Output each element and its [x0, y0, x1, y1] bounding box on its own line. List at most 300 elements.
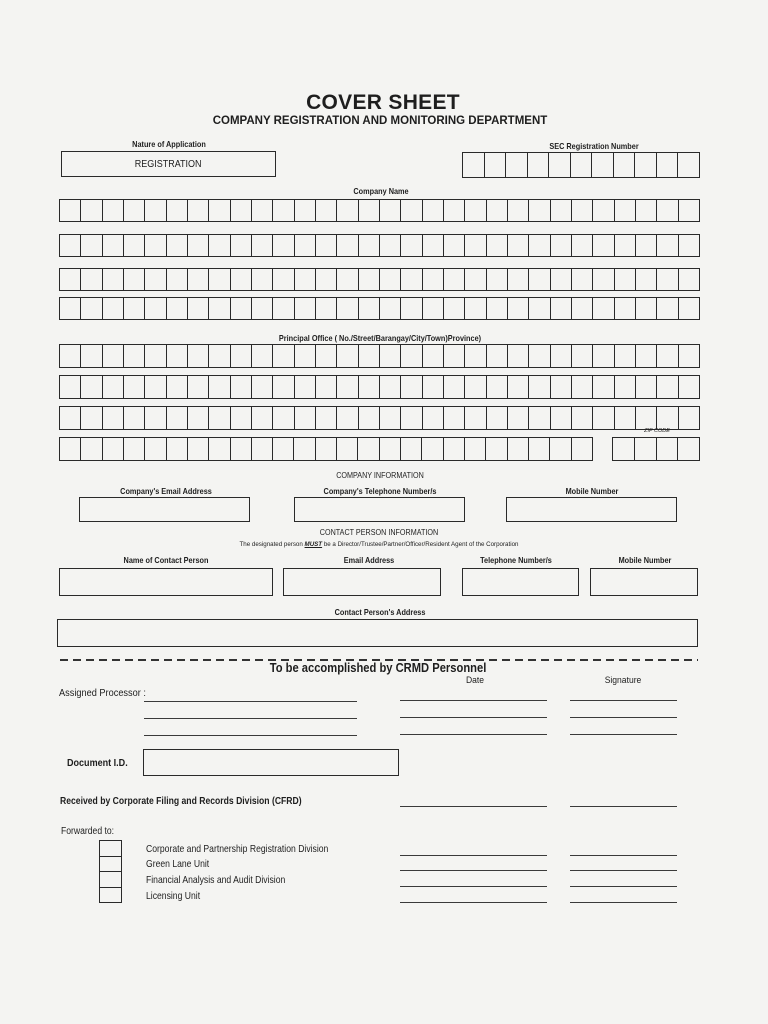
principal-office-cell [81, 437, 102, 461]
principal-office-cell [679, 375, 700, 399]
company-name-cell [81, 268, 102, 291]
principal-office-cell [273, 344, 294, 368]
company-name-cell [444, 234, 465, 257]
company-name-cell [529, 234, 550, 257]
principal-office-cell [423, 375, 444, 399]
company-name-cell [337, 268, 358, 291]
company-name-cell [103, 199, 124, 222]
company-name-cell [444, 268, 465, 291]
sec-number-cell [571, 152, 593, 178]
company-name-cell [657, 199, 678, 222]
principal-office-cell [657, 375, 678, 399]
company-name-cell [551, 268, 572, 291]
forward-signature-line [570, 902, 677, 903]
principal-office-cell [231, 375, 252, 399]
company-name-cell [529, 268, 550, 291]
principal-office-cell [124, 375, 145, 399]
company-name-cell [636, 268, 657, 291]
principal-office-cell [679, 344, 700, 368]
forward-checkbox [99, 857, 122, 873]
company-name-cell [124, 268, 145, 291]
contact-mobile-label: Mobile Number [618, 555, 672, 565]
principal-office-cell [81, 406, 102, 430]
company-name-cell [380, 297, 401, 320]
company-telephone-label: Company's Telephone Number/s [323, 486, 437, 496]
company-name-cell [444, 297, 465, 320]
principal-office-cell [444, 344, 465, 368]
sec-registration-number-grid [462, 152, 700, 178]
forward-signature-line [570, 870, 677, 871]
company-name-cell [529, 199, 550, 222]
company-name-cell [679, 199, 700, 222]
forward-date-line [400, 886, 547, 887]
company-name-cell [316, 268, 337, 291]
company-name-cell [145, 268, 166, 291]
sec-number-cell [485, 152, 507, 178]
principal-office-cell [209, 375, 230, 399]
company-name-cell [167, 268, 188, 291]
principal-office-cell [401, 406, 422, 430]
company-name-cell [81, 199, 102, 222]
company-name-cell [316, 234, 337, 257]
company-name-cell [81, 234, 102, 257]
principal-office-cell [508, 437, 529, 461]
company-name-cell [636, 199, 657, 222]
contact-email-field [283, 568, 441, 596]
company-name-cell [188, 234, 209, 257]
company-name-cell [59, 297, 81, 320]
company-name-row-3 [59, 268, 700, 291]
forward-checkbox [99, 840, 122, 857]
company-name-cell [59, 199, 81, 222]
contact-address-field [57, 619, 698, 647]
principal-office-cell [273, 375, 294, 399]
forwarded-to-label: Forwarded to: [61, 826, 115, 837]
company-name-cell [423, 199, 444, 222]
contact-telephone-label: Telephone Number/s [480, 555, 552, 565]
company-name-cell [593, 199, 614, 222]
principal-office-cell [231, 344, 252, 368]
company-name-cell [444, 199, 465, 222]
sec-number-cell [678, 152, 700, 178]
company-name-cell [679, 297, 700, 320]
zip-code-cell [635, 437, 657, 461]
principal-office-cell [401, 437, 422, 461]
processor-date-line [400, 717, 547, 718]
principal-office-cell [572, 344, 593, 368]
contact-name-label: Name of Contact Person [123, 555, 209, 565]
principal-office-cell [550, 437, 571, 461]
company-name-cell [103, 297, 124, 320]
principal-office-cell [337, 344, 358, 368]
sec-number-cell [635, 152, 657, 178]
principal-office-cell [572, 437, 593, 461]
company-name-cell [423, 297, 444, 320]
principal-office-cell [636, 344, 657, 368]
principal-office-cell [465, 406, 486, 430]
company-name-cell [679, 234, 700, 257]
principal-office-cell [252, 437, 273, 461]
note-suffix: be a Director/Trustee/Partner/Officer/Resident Agent of the Corporation [323, 541, 519, 548]
company-name-cell [337, 297, 358, 320]
company-name-cell [615, 297, 636, 320]
company-name-cell [167, 297, 188, 320]
processor-signature-line [570, 734, 677, 735]
processor-signature-line [570, 717, 677, 718]
principal-office-cell [593, 344, 614, 368]
processor-line [144, 718, 357, 719]
principal-office-cell [657, 344, 678, 368]
principal-office-cell [487, 375, 508, 399]
company-name-row-4 [59, 297, 700, 320]
zip-code-label: ZIP CODE [644, 428, 670, 434]
company-name-cell [59, 268, 81, 291]
principal-office-cell [636, 375, 657, 399]
principal-office-cell [529, 406, 550, 430]
company-name-cell [551, 234, 572, 257]
principal-office-cell [380, 344, 401, 368]
principal-office-row-4 [59, 437, 593, 461]
principal-office-cell [636, 406, 657, 430]
company-name-cell [593, 234, 614, 257]
principal-office-cell [209, 406, 230, 430]
company-name-cell [572, 268, 593, 291]
contact-telephone-field [462, 568, 579, 596]
principal-office-cell [337, 406, 358, 430]
principal-office-cell [359, 406, 380, 430]
principal-office-cell [59, 437, 81, 461]
company-name-cell [81, 297, 102, 320]
principal-office-cell [316, 344, 337, 368]
zip-code-cell [657, 437, 679, 461]
company-name-cell [465, 268, 486, 291]
company-name-cell [679, 268, 700, 291]
company-name-cell [551, 297, 572, 320]
company-name-cell [657, 268, 678, 291]
principal-office-cell [551, 375, 572, 399]
sec-number-cell [462, 152, 485, 178]
principal-office-cell [508, 344, 529, 368]
document-id-label: Document I.D. [67, 757, 128, 769]
forward-checkbox [99, 888, 122, 904]
company-name-cell [209, 234, 230, 257]
company-name-cell [167, 234, 188, 257]
principal-office-cell [59, 406, 81, 430]
principal-office-cell [252, 375, 273, 399]
principal-office-cell [444, 406, 465, 430]
principal-office-cell [337, 437, 358, 461]
principal-office-cell [593, 375, 614, 399]
contact-person-heading: CONTACT PERSON INFORMATION [319, 528, 439, 537]
company-name-cell [657, 234, 678, 257]
principal-office-cell [103, 437, 124, 461]
company-name-cell [145, 234, 166, 257]
company-name-cell [401, 268, 422, 291]
forward-date-line [400, 870, 547, 871]
principal-office-row-3 [59, 406, 700, 430]
company-name-cell [529, 297, 550, 320]
company-name-cell [145, 297, 166, 320]
principal-office-cell [167, 375, 188, 399]
company-name-cell [487, 199, 508, 222]
company-name-cell [295, 268, 316, 291]
company-name-cell [508, 234, 529, 257]
company-name-cell [316, 199, 337, 222]
company-name-cell [593, 268, 614, 291]
principal-office-cell [209, 344, 230, 368]
principal-office-cell [188, 375, 209, 399]
company-name-cell [209, 268, 230, 291]
assigned-processor-label: Assigned Processor : [59, 688, 146, 699]
note-emphasis: MUST [304, 541, 323, 548]
principal-office-cell [231, 437, 252, 461]
principal-office-cell [486, 437, 507, 461]
principal-office-cell [145, 344, 166, 368]
forward-option: Licensing Unit [146, 890, 201, 902]
processor-line [144, 735, 357, 736]
principal-office-cell [358, 437, 379, 461]
principal-office-cell [81, 344, 102, 368]
principal-office-cell [337, 375, 358, 399]
company-name-cell [487, 268, 508, 291]
processor-signature-line [570, 700, 677, 701]
nature-of-application-label: Nature of Application [132, 139, 206, 149]
sec-number-cell [657, 152, 679, 178]
company-name-cell [380, 268, 401, 291]
principal-office-cell [529, 344, 550, 368]
company-name-cell [273, 199, 294, 222]
company-name-cell [551, 199, 572, 222]
principal-office-cell [465, 344, 486, 368]
company-name-label: Company Name [353, 186, 409, 196]
company-name-cell [231, 199, 252, 222]
company-name-cell [401, 199, 422, 222]
principal-office-cell [188, 406, 209, 430]
principal-office-cell [423, 344, 444, 368]
company-name-cell [337, 199, 358, 222]
company-information-heading: COMPANY INFORMATION [336, 471, 424, 480]
company-name-cell [252, 199, 273, 222]
company-name-cell [572, 297, 593, 320]
sec-number-cell [506, 152, 528, 178]
principal-office-cell [103, 344, 124, 368]
principal-office-cell [487, 406, 508, 430]
company-name-cell [465, 297, 486, 320]
company-name-cell [103, 268, 124, 291]
principal-office-cell [615, 406, 636, 430]
principal-office-cell [572, 406, 593, 430]
company-name-cell [124, 234, 145, 257]
company-email-label: Company's Email Address [120, 486, 212, 496]
sec-number-cell [549, 152, 571, 178]
company-name-cell [359, 297, 380, 320]
sec-number-cell [528, 152, 550, 178]
received-by-label: Received by Corporate Filing and Records Division (CFRD) [60, 795, 302, 807]
principal-office-cell [657, 406, 678, 430]
principal-office-cell [124, 437, 145, 461]
company-name-cell [508, 268, 529, 291]
company-name-cell [59, 234, 81, 257]
nature-of-application-value: REGISTRATION [135, 158, 202, 170]
sec-number-cell [592, 152, 614, 178]
nature-of-application-field [61, 151, 276, 177]
company-name-cell [103, 234, 124, 257]
principal-office-cell [167, 344, 188, 368]
principal-office-cell [572, 375, 593, 399]
forward-option: Financial Analysis and Audit Division [146, 874, 286, 886]
principal-office-cell [423, 406, 444, 430]
principal-office-cell [81, 375, 102, 399]
principal-office-cell [615, 344, 636, 368]
company-name-cell [508, 297, 529, 320]
principal-office-cell [316, 437, 337, 461]
company-name-cell [423, 268, 444, 291]
principal-office-cell [444, 375, 465, 399]
company-name-cell [295, 234, 316, 257]
company-name-cell [657, 297, 678, 320]
company-name-cell [231, 297, 252, 320]
principal-office-cell [508, 375, 529, 399]
company-name-cell [295, 297, 316, 320]
principal-office-cell [487, 344, 508, 368]
principal-office-cell [316, 375, 337, 399]
forward-option: Green Lane Unit [146, 858, 210, 870]
principal-office-cell [295, 375, 316, 399]
company-name-cell [252, 234, 273, 257]
principal-office-cell [359, 375, 380, 399]
principal-office-cell [444, 437, 465, 461]
page-title: COVER SHEET [306, 91, 460, 114]
company-name-cell [231, 268, 252, 291]
received-date-line [400, 806, 547, 807]
forward-option: Corporate and Partnership Registration Division [146, 843, 329, 855]
contact-person-note [240, 542, 519, 548]
sec-registration-number-label: SEC Registration Number [549, 141, 639, 151]
principal-office-cell [551, 406, 572, 430]
principal-office-cell [103, 375, 124, 399]
company-name-cell [615, 268, 636, 291]
forward-checkbox [99, 872, 122, 888]
company-name-cell [615, 234, 636, 257]
principal-office-cell [59, 375, 81, 399]
contact-mobile-field [590, 568, 698, 596]
received-signature-line [570, 806, 677, 807]
company-name-cell [252, 268, 273, 291]
document-id-field [143, 749, 399, 776]
zip-code-cell [678, 437, 700, 461]
principal-office-cell [593, 406, 614, 430]
principal-office-cell [124, 406, 145, 430]
principal-office-cell [380, 375, 401, 399]
principal-office-cell [103, 406, 124, 430]
principal-office-label: Principal Office ( No./Street/Barangay/City/Town)Province) [278, 333, 482, 343]
company-name-cell [593, 297, 614, 320]
company-mobile-field [506, 497, 677, 522]
principal-office-cell [422, 437, 443, 461]
zip-code-grid [612, 437, 700, 461]
processor-date-line [400, 700, 547, 701]
principal-office-cell [679, 406, 700, 430]
company-name-cell [273, 234, 294, 257]
company-telephone-field [294, 497, 465, 522]
company-name-cell [572, 234, 593, 257]
note-prefix: The designated person [239, 541, 303, 548]
principal-office-cell [615, 375, 636, 399]
company-name-cell [508, 199, 529, 222]
principal-office-cell [252, 406, 273, 430]
company-name-cell [359, 199, 380, 222]
processor-line [144, 701, 357, 702]
principal-office-cell [188, 437, 209, 461]
company-name-cell [167, 199, 188, 222]
principal-office-cell [529, 375, 550, 399]
principal-office-cell [167, 406, 188, 430]
company-name-cell [572, 199, 593, 222]
principal-office-cell [209, 437, 230, 461]
company-name-cell [380, 199, 401, 222]
principal-office-cell [145, 375, 166, 399]
company-name-cell [465, 199, 486, 222]
company-email-field [79, 497, 250, 522]
company-name-cell [401, 297, 422, 320]
company-name-cell [188, 297, 209, 320]
company-name-cell [188, 199, 209, 222]
contact-email-label: Email Address [343, 555, 395, 565]
principal-office-cell [529, 437, 550, 461]
principal-office-cell [401, 375, 422, 399]
company-name-cell [423, 234, 444, 257]
company-name-cell [465, 234, 486, 257]
company-name-cell [316, 297, 337, 320]
forward-date-line [400, 902, 547, 903]
company-name-cell [337, 234, 358, 257]
company-name-row-2 [59, 234, 700, 257]
principal-office-cell [294, 437, 315, 461]
principal-office-cell [231, 406, 252, 430]
company-name-cell [145, 199, 166, 222]
principal-office-row-2 [59, 375, 700, 399]
principal-office-cell [188, 344, 209, 368]
company-name-cell [209, 199, 230, 222]
principal-office-cell [252, 344, 273, 368]
principal-office-cell [465, 375, 486, 399]
principal-office-cell [380, 437, 401, 461]
company-name-cell [188, 268, 209, 291]
principal-office-cell [380, 406, 401, 430]
company-name-cell [209, 297, 230, 320]
company-name-cell [124, 199, 145, 222]
zip-code-cell [612, 437, 635, 461]
principal-office-cell [167, 437, 188, 461]
forward-signature-line [570, 886, 677, 887]
principal-office-cell [59, 344, 81, 368]
company-name-cell [359, 268, 380, 291]
company-name-cell [380, 234, 401, 257]
processor-date-line [400, 734, 547, 735]
principal-office-cell [551, 344, 572, 368]
company-name-row-1 [59, 199, 700, 222]
contact-name-field [59, 568, 273, 596]
signature-column-label: Signature [604, 675, 642, 685]
company-name-cell [636, 297, 657, 320]
principal-office-cell [508, 406, 529, 430]
principal-office-row-1 [59, 344, 700, 368]
company-mobile-label: Mobile Number [565, 486, 619, 496]
forward-date-line [400, 855, 547, 856]
principal-office-cell [465, 437, 486, 461]
principal-office-cell [401, 344, 422, 368]
company-name-cell [124, 297, 145, 320]
